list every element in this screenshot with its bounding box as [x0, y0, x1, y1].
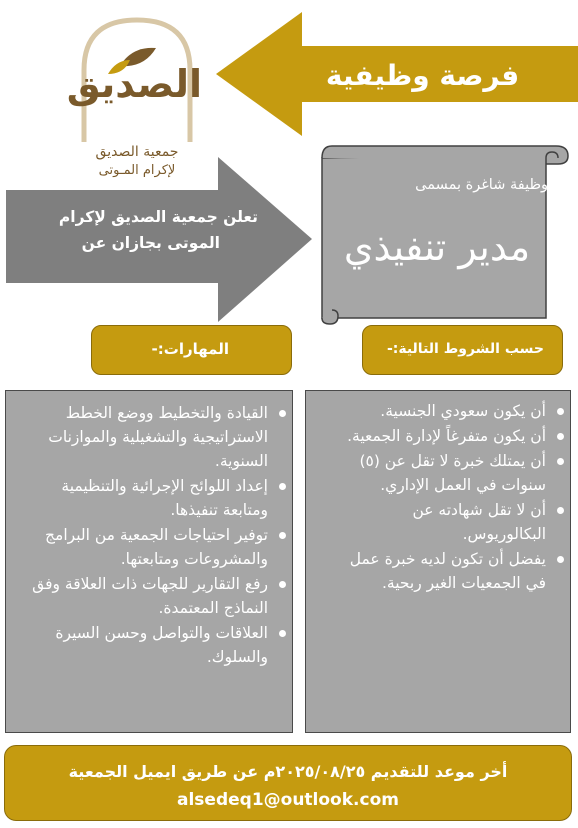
logo-wordmark: الصديق: [66, 62, 202, 106]
conditions-box: [305, 390, 571, 733]
skills-header: [91, 325, 292, 375]
footer-deadline: أخر موعد للتقديم ٢٠٢٥/٠٨/٢٥م عن طريق ايميل الجمعية: [68, 762, 508, 781]
logo: [66, 8, 212, 178]
list-item: أن يمتلك خبرة لا تقل عن (٥) سنوات في العمل الإداري.: [336, 449, 548, 497]
footer-email[interactable]: alsedeq1@outlook.com: [177, 790, 399, 810]
list-item: رفع التقارير للجهات ذات العلاقة وفق النماذج المعتمدة.: [22, 572, 270, 620]
list-item: أن لا تقل شهادته عن البكالوريوس.: [336, 498, 548, 546]
list-item: القيادة والتخطيط ووضع الخطط الاستراتيجية والتشغيلية والموازنات السنوية.: [22, 401, 270, 473]
conditions-header: [362, 325, 563, 375]
list-item: أن يكون سعودي الجنسية.: [336, 399, 548, 423]
announce-text: [18, 204, 258, 256]
banner-title: فرصة وظيفية: [325, 59, 520, 92]
list-item: توفير احتياجات الجمعية من البرامج والمشروعات ومتابعتها.: [22, 523, 270, 571]
list-item: أن يكون متفرغاً لإدارة الجمعية.: [336, 424, 548, 448]
footer-box: [4, 745, 572, 821]
list-item: إعداد اللوائح الإجرائية والتنظيمية ومتابعة تنفيذها.: [22, 474, 270, 522]
logo-org-name: جمعية الصديق: [95, 144, 179, 160]
conditions-list: [328, 399, 570, 595]
scroll-subtitle: وظيفة شاغرة بمسمى: [415, 177, 548, 193]
scroll-job-title: مدير تنفيذي: [343, 225, 531, 269]
logo-org-tagline: لإكرام المـوتى: [98, 163, 176, 178]
skills-list: [14, 401, 292, 669]
list-item: يفضل أن تكون لديه خبرة عمل في الجمعيات الغير ربحية.: [336, 547, 548, 595]
conditions-header-label: حسب الشروط التالية:-: [386, 341, 544, 357]
skills-box: [5, 390, 293, 733]
list-item: العلاقات والتواصل وحسن السيرة والسلوك.: [22, 621, 270, 669]
announce-line-2: الموتى بجازان عن: [81, 234, 220, 252]
skills-header-label: المهارات:-: [151, 340, 229, 358]
announce-line-1: تعلن جمعية الصديق لإكرام: [58, 208, 258, 226]
